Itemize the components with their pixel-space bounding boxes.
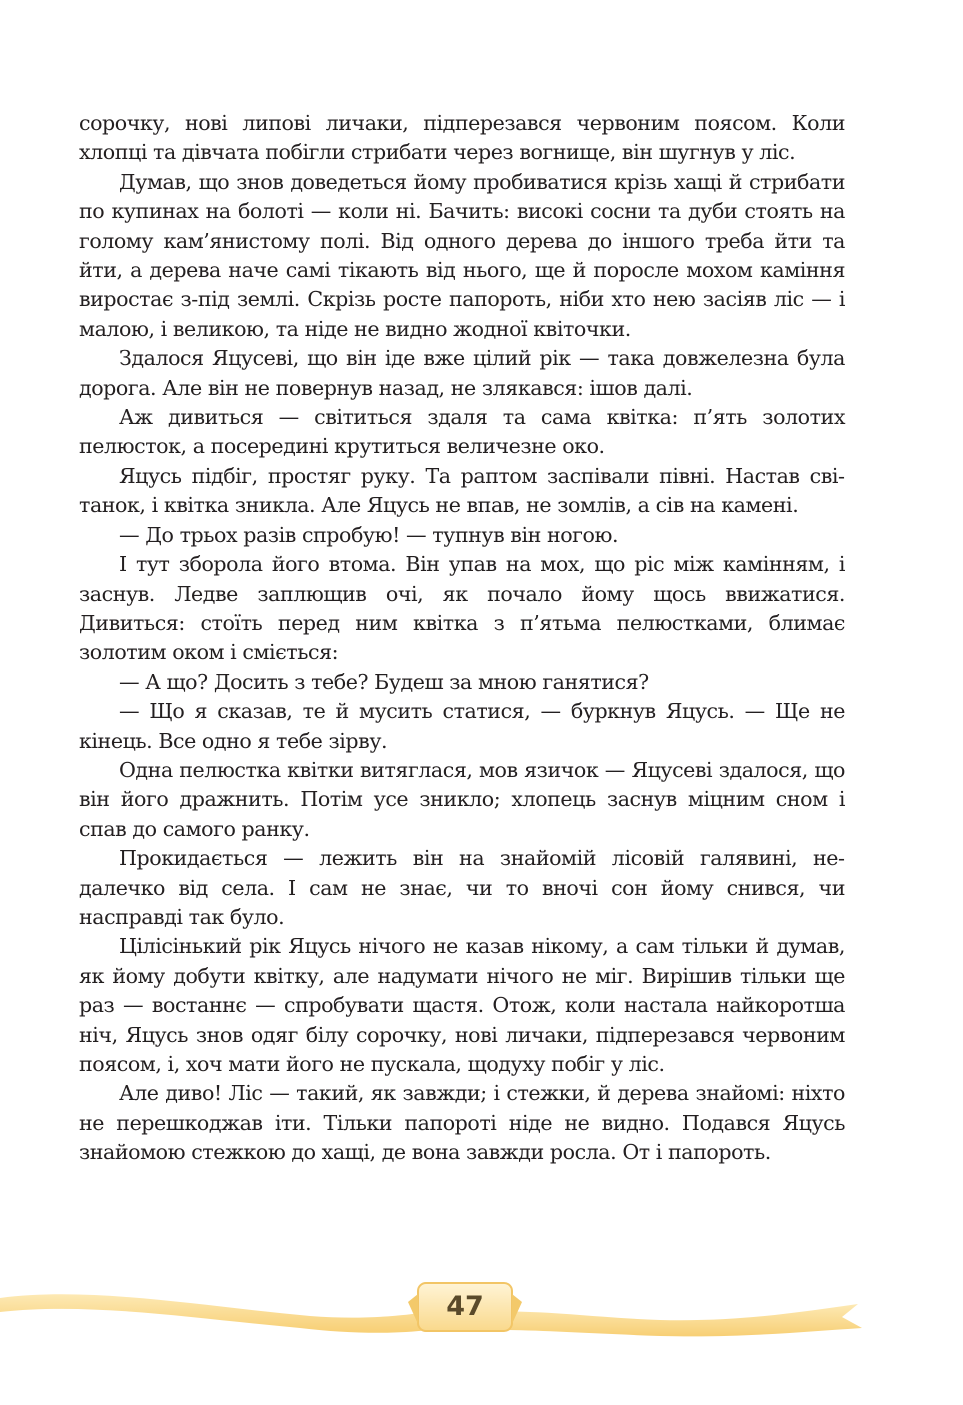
paragraph: — До трьох разів спробую! — тупнув він ногою. [119, 522, 619, 547]
page-number: 47 [446, 1291, 484, 1322]
paragraph: Думав, що знов доведеться йому пробиватися крізь хащі й стрибати по купинах на болоті — коли ні. Бачить: високі сосни та дуби стоять на голому кам’янистому полі. Від одного дерева до іншого треба йти та йти, а дерева наче самі тікають від нього, ще й поросле мохом каміння виростає з-під землі. Скрізь росте папороть, ніби хто нею засіяв ліс — і малою, і великою, та ніде не видно жодної квіточки. [79, 169, 845, 341]
paragraph: Одна пелюстка квітки витяглася, мов язичок — Яцусеві здалося, що він його дражнить. Потім усе зникло; хлопець заснув міцним сном і спав до самого ранку. [79, 757, 845, 841]
paragraph: Цілісінький рік Яцусь нічого не казав нікому, а сам тільки й думав, як йому добути квітку, але надумати нічого не міг. Вирішив тільки ще раз — востаннє — спробувати щастя. Отож, коли настала найкоротша ніч, Яцусь знов одяг білу сорочку, нові личаки, підперезався червоним поясом, і, хоч мати його не пускала, щодуху побіг у ліс. [79, 934, 845, 1076]
paragraph: І тут зборола його втома. Він упав на мох, що ріс між камінням, і заснув. Ледве заплющив очі, як почало йому щось ввижатися. Дивиться: стоїть перед ним квітка з п’ятьма пелюстками, блимає золотим оком і сміється: [79, 552, 845, 665]
ribbon-left [0, 1294, 428, 1333]
paragraph: — А що? Досить з тебе? Будеш за мною ганятися? [119, 669, 649, 694]
paragraph: Здалося Яцусеві, що він іде вже цілий рік — така довжелезна була дорога. Але він не повернув назад, не злякався: ішов далі. [79, 346, 845, 400]
ribbon-right [500, 1304, 862, 1336]
paragraph: — Що я сказав, те й мусить статися, — буркнув Яцусь. — Ще не кінець. Все одно я тебе зірву. [79, 699, 845, 753]
paragraph: сорочку, нові липові личаки, підперезався червоним поясом. Коли хлопці та дівчата побігли стрибати через вогнище, він шугнув у ліс. [79, 111, 845, 165]
body-text [79, 109, 845, 1168]
paragraph: Яцусь підбіг, простяг руку. Та раптом заспівали півні. Настав світанок, і квітка зникла. Але Яцусь не впав, не зомлів, а сів на камені. [79, 463, 845, 518]
paragraph: Прокидається — лежить він на знайомій лісовій галявині, недалечко від села. І сам не знає, чи то вночі сон йому снився, чи насправді так було. [79, 846, 845, 929]
paragraph: Але диво! Ліс — такий, як завжди; і стежки, й дерева знайомі: ніхто не перешкоджав іти. Тільки папороті ніде не видно. Подався Яцусь знайомою стежкою до хащі, де вона завжди росла. От і папороть. [79, 1081, 845, 1165]
paragraph: Аж дивиться — світиться здаля та сама квітка: п’ять золотих пелюсток, а посередині крутиться величезне око. [79, 405, 845, 459]
